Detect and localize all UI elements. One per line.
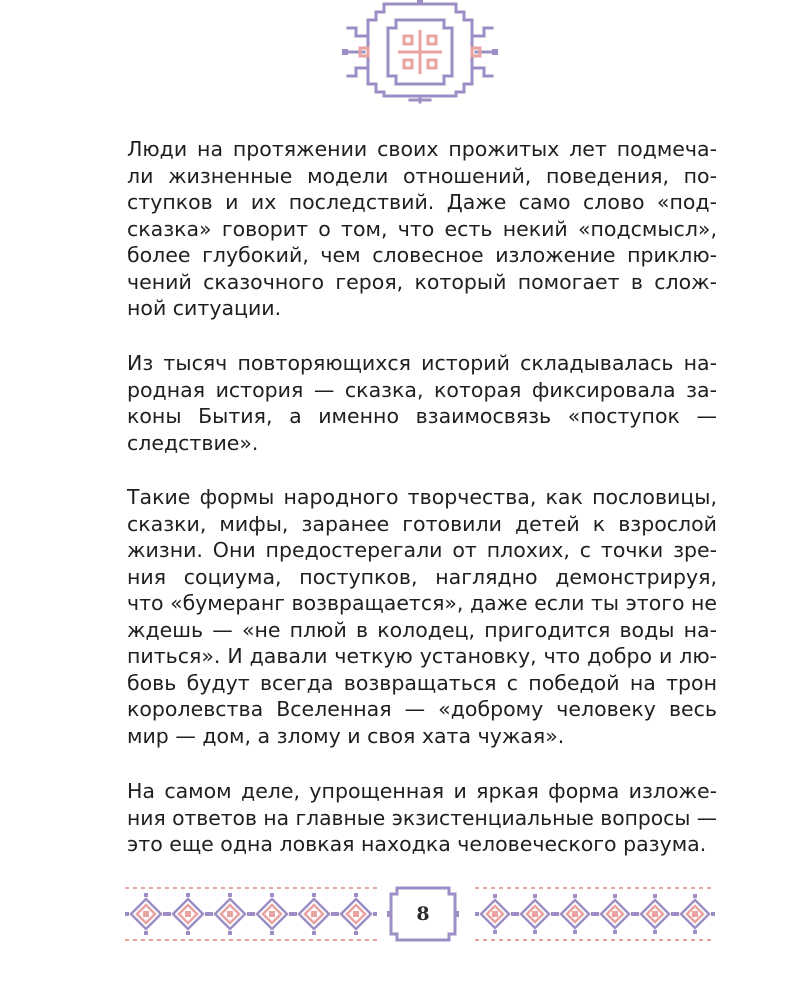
- text-line: На самом деле, упрощенная и яркая форма изложе-: [127, 779, 717, 803]
- text-line: мир — дом, а злому и своя хата чужая».: [127, 723, 565, 748]
- text-line: ной ситуации.: [127, 296, 282, 320]
- text-line: сказка» говорит о том, что есть некий «подсмысл»,: [127, 216, 717, 241]
- text-line: королевства Вселенная — «доброму человеку весь: [127, 697, 717, 721]
- top-embroidery-ornament-icon: [340, 0, 500, 104]
- paragraph-4: [127, 778, 717, 858]
- text-line: ния социума, поступков, наглядно демонстрируя,: [127, 564, 717, 589]
- text-line: родная история — сказка, которая фиксировала за-: [127, 377, 717, 402]
- text-line: сказки, мифы, заранее готовили детей к взрослой: [127, 511, 717, 536]
- text-line: питься». И давали четкую установку, что добро и лю-: [127, 644, 717, 668]
- paragraph-2: [127, 350, 717, 456]
- text-line: более глубокий, чем словесное изложение приклю-: [127, 243, 717, 267]
- text-line: что «бумеранг возвращается», даже если ты этого не: [127, 591, 717, 615]
- text-line: следствие».: [127, 430, 259, 455]
- text-line: Из тысяч повторяющихся историй складывалась на-: [127, 351, 717, 375]
- text-line: Такие формы народного творчества, как пословицы,: [127, 485, 717, 509]
- right-embroidery-band-icon: [475, 886, 715, 942]
- page-number: 8: [416, 903, 430, 925]
- text-line: жизни. Они предостерегали от плохих, с точки зре-: [127, 538, 717, 562]
- text-line: чений сказочного героя, который помогает в слож-: [127, 269, 717, 294]
- text-line: ступков и их последствий. Даже само слово «под-: [127, 190, 717, 214]
- paragraph-1: [127, 136, 717, 322]
- text-line: коны Бытия, а именно взаимосвязь «поступок —: [127, 404, 717, 428]
- page-footer: [125, 884, 715, 946]
- left-embroidery-band-icon: [125, 886, 377, 942]
- text-line: ли жизненные модели отношений, поведения, по-: [127, 163, 717, 188]
- text-line: ния ответов на главные экзистенциальные вопросы —: [127, 805, 718, 830]
- text-line: Люди на протяжении своих прожитых лет подмеча-: [127, 137, 717, 161]
- text-line: ждешь — «не плюй в колодец, пригодится воды на-: [127, 617, 717, 642]
- text-line: бовь будут всегда возвращаться с победой на трон: [127, 670, 717, 695]
- text-line: это еще одна ловкая находка человеческого разума.: [127, 832, 707, 856]
- paragraph-3: [127, 484, 717, 749]
